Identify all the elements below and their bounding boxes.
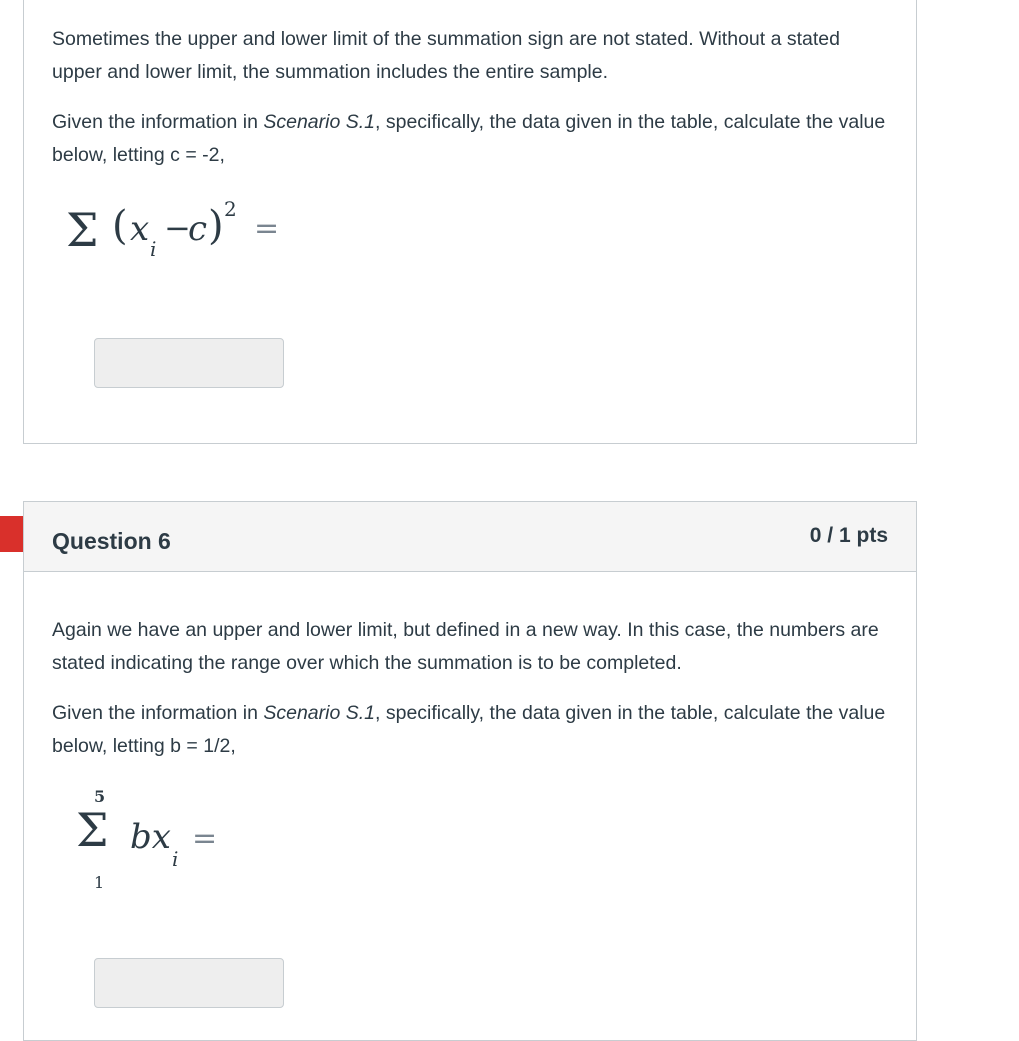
sigma-symbol: Σ: [66, 203, 99, 257]
prompt-suffix: , specifically, the data given in the table, calculate the value below, letting b = 1/2,: [52, 702, 886, 757]
intro-text: Sometimes the upper and lower limit of the summation sign are not stated. Without a stated upper and lower limit, the summation includes the entire sample.: [52, 28, 840, 83]
question-card-previous: [23, 0, 917, 444]
upper-limit: 5: [94, 787, 106, 806]
question-prompt: [52, 106, 892, 172]
variable-x: x: [130, 209, 150, 249]
scenario-reference: Scenario S.1: [263, 702, 376, 724]
minus-sign: −: [164, 209, 191, 247]
question-header: [24, 502, 916, 572]
sigma-symbol: Σ: [76, 803, 109, 857]
question-title: Question 6: [52, 528, 171, 554]
scenario-reference: Scenario S.1: [263, 111, 376, 133]
summation-formula: [74, 787, 274, 897]
question-points: 0 / 1 pts: [809, 524, 888, 547]
equals-sign: =: [254, 211, 280, 246]
intro-text: Again we have an upper and lower limit, but defined in a new way. In this case, the numbers are stated indicating the range over which the summation is to be completed.: [52, 619, 879, 674]
open-paren: (: [112, 203, 128, 249]
question-card-6: [23, 501, 917, 1041]
exponent-2: 2: [224, 197, 237, 221]
question-prompt: [52, 697, 892, 763]
summation-intro-text: [52, 614, 892, 680]
lower-limit: 1: [94, 873, 105, 892]
answer-input[interactable]: [94, 958, 284, 1008]
prompt-prefix: Given the information in: [52, 702, 264, 724]
prompt-suffix: , specifically, the data given in the table, calculate the value below, letting c = -2,: [52, 111, 886, 166]
term-bx: bx: [130, 817, 171, 857]
subscript-i: i: [150, 237, 157, 261]
summation-intro-text: [52, 23, 892, 89]
subscript-i: i: [172, 847, 179, 871]
close-paren: ): [208, 203, 224, 249]
equals-sign: =: [192, 821, 218, 856]
constant-c: c: [188, 209, 208, 249]
answer-input-previous[interactable]: [94, 338, 284, 388]
prompt-prefix: Given the information in: [52, 111, 264, 133]
summation-formula: [66, 197, 326, 277]
